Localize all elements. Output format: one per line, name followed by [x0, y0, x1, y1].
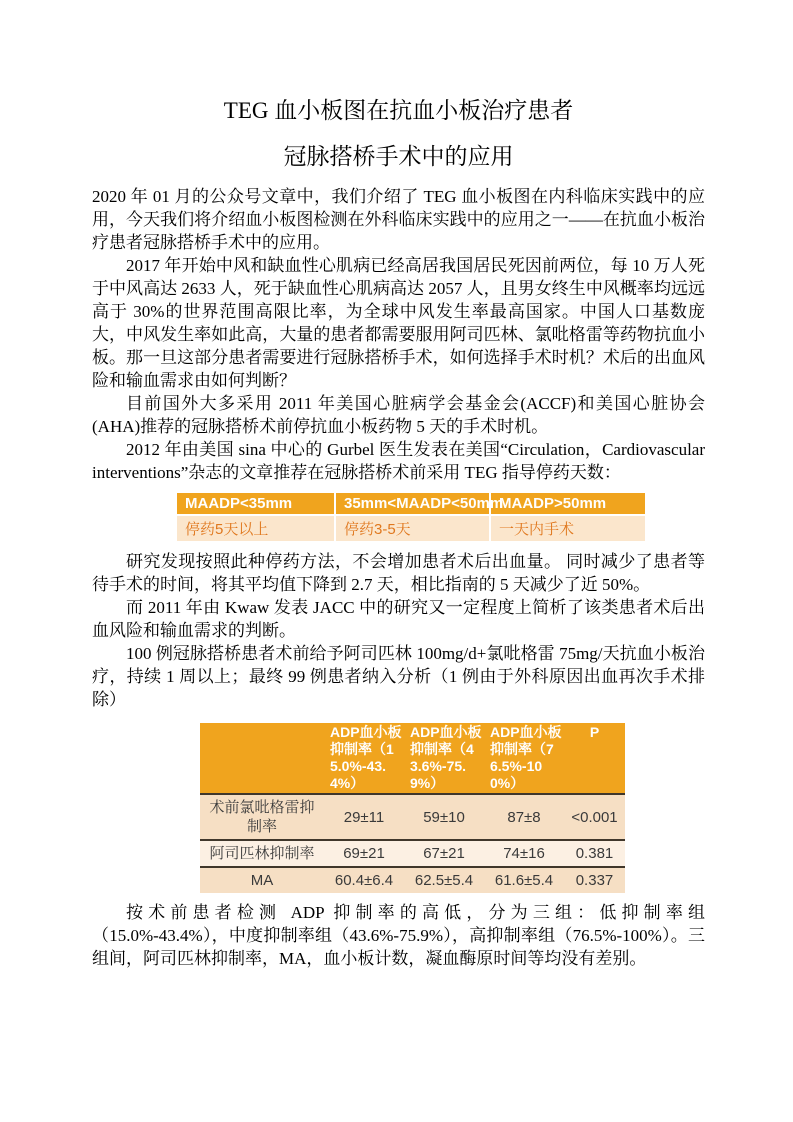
row-label-cell: MA: [200, 867, 324, 893]
table-header-cell: ADP血小板抑制率（76.5%-100%）: [484, 723, 564, 794]
table-cell: 60.4±6.4: [324, 867, 404, 893]
table-cell: 一天内手术: [490, 515, 645, 541]
paragraph-kwaw-jacc-study: 而 2011 年由 Kwaw 发表 JACC 中的研究又一定程度上简析了该类患者术后出血风险和输血需求的判断。: [92, 598, 705, 640]
table-header-cell: MAADP>50mm: [490, 493, 645, 515]
row-label-cell: 阿司匹林抑制率: [200, 840, 324, 867]
paragraph-gurbel-study: 2012 年由美国 sina 中心的 Gurbel 医生发表在美国“Circulation，Cardiovascular interventions”杂志的文章推荐在冠脉搭桥术前采用 TEG 指导停药天数：: [92, 440, 705, 482]
table-header-cell: [200, 723, 324, 794]
table-header-cell: MAADP<35mm: [177, 493, 335, 515]
table-header-cell-p-value: P: [564, 723, 625, 794]
table-row-ma: [200, 867, 625, 893]
table-cell: 87±8: [484, 794, 564, 840]
stop-drug-table: [177, 493, 645, 541]
table-header-cell: ADP血小板抑制率（43.6%-75.9%）: [404, 723, 484, 794]
table-header-cell: ADP血小板抑制率（15.0%-43.4%）: [324, 723, 404, 794]
table-cell: 29±11: [324, 794, 404, 840]
table-cell-p-value: 0.337: [564, 867, 625, 893]
document-body: [92, 185, 705, 970]
table-cell: 74±16: [484, 840, 564, 867]
table-cell: 停药3-5天: [335, 515, 490, 541]
paragraph-group-conclusion: 按术前患者检测 ADP 抑制率的高低，分为三组：低抑制率组（15.0%-43.4%），中度抑制率组（43.6%-75.9%），高抑制率组（76.5%-100%）。三组间，阿司匹林抑制率，MA，血小板计数，凝血酶原时间等均没有差别。: [92, 903, 705, 968]
adp-inhibition-table: [200, 723, 625, 893]
paragraph-accf-aha-guideline: 目前国外大多采用 2011 年美国心脏病学会基金会(ACCF)和美国心脏协会(AHA)推荐的冠脉搭桥术前停抗血小板药物 5 天的手术时机。: [92, 394, 705, 436]
table-cell: 61.6±5.4: [484, 867, 564, 893]
page-title-line1: TEG 血小板图在抗血小板治疗患者: [223, 98, 574, 123]
table-row-aspirin: [200, 840, 625, 867]
table-header-cell: 35mm<MAADP<50mm: [335, 493, 490, 515]
table-cell: 69±21: [324, 840, 404, 867]
table-cell: 停药5天以上: [177, 515, 335, 541]
paragraph-stop-method-result: 研究发现按照此种停药方法，不会增加患者术后出血量。 同时减少了患者等待手术的时间，将其平均值下降到 2.7 天，相比指南的 5 天减少了近 50%。: [92, 552, 705, 594]
table-row-clopidogrel: [200, 794, 625, 840]
stop-drug-table-row: [177, 515, 645, 541]
table-cell: 62.5±5.4: [404, 867, 484, 893]
paragraph-intro: 2020 年 01 月的公众号文章中，我们介绍了 TEG 血小板图在内科临床实践中的应用，今天我们将介绍血小板图检测在外科临床实践中的应用之一——在抗血小板治疗患者冠脉搭桥手术中的应用。: [92, 187, 705, 252]
paragraph-stroke-statistics: 2017 年开始中风和缺血性心肌病已经高居我国居民死因前两位，每 10 万人死于中风高达 2633 人，死于缺血性心肌病高达 2057 人，且男女终生中风概率均远远高于 30%的世界范围高限比率，为全球中风发生率最高国家。中国人口基数庞大，中风发生率如此高，大量的患者都需要服用阿司匹林、氯吡格雷等药物抗血小板。那一旦这部分患者需要进行冠脉搭桥手术，如何选择手术时机？术后的出血风险和输血需求由如何判断？: [92, 256, 705, 390]
row-label-cell: 术前氯吡格雷抑制率: [200, 794, 324, 840]
page-title-line2: 冠脉搭桥手术中的应用: [283, 144, 514, 169]
table-cell: 59±10: [404, 794, 484, 840]
paragraph-patient-cohort: 100 例冠脉搭桥患者术前给予阿司匹林 100mg/d+氯吡格雷 75mg/天抗血小板治疗，持续 1 周以上；最终 99 例患者纳入分析（1 例由于外科原因出血再次手术排除）: [92, 644, 705, 709]
stop-drug-table-header-row: [177, 493, 645, 515]
table-cell-p-value: <0.001: [564, 794, 625, 840]
table-cell: 67±21: [404, 840, 484, 867]
adp-table-header-row: [200, 723, 625, 794]
table-cell-p-value: 0.381: [564, 840, 625, 867]
